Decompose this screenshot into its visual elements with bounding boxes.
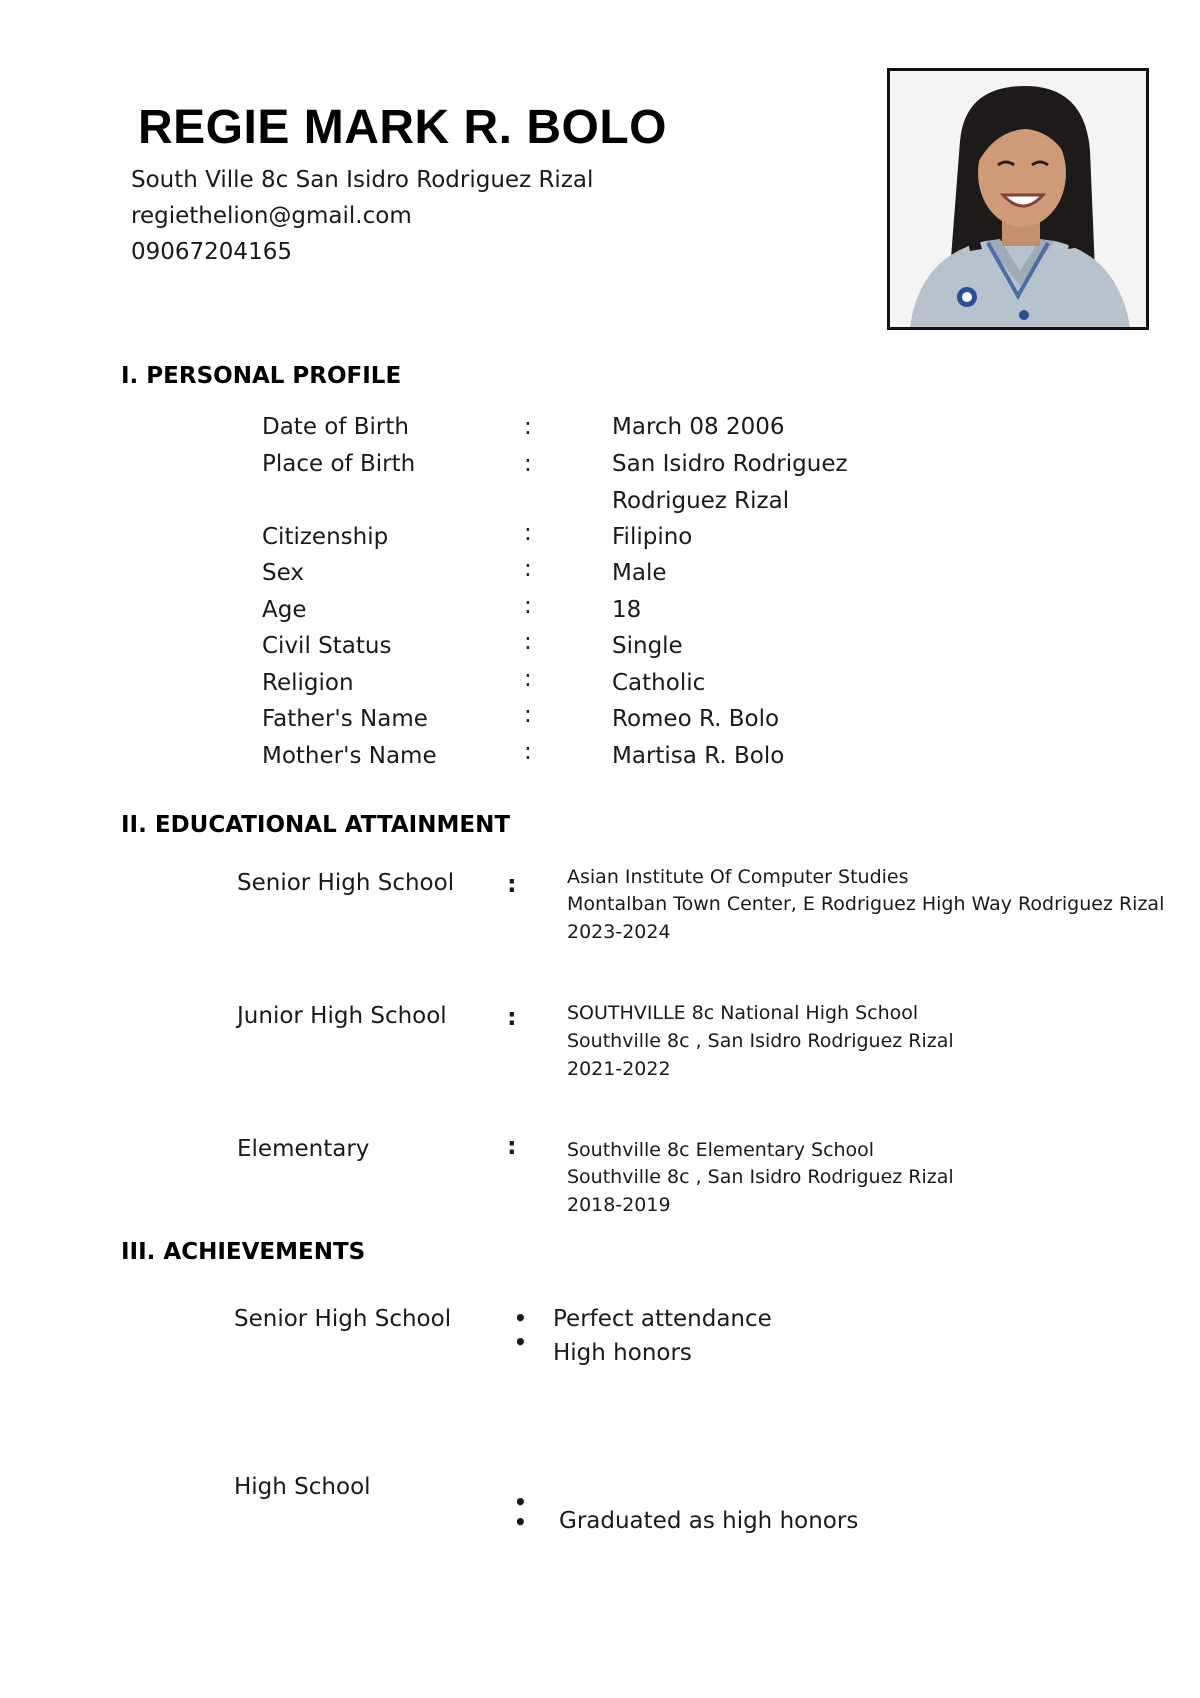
value-citizenship: Filipino xyxy=(612,524,693,550)
bullet-icon: • xyxy=(514,1330,527,1354)
email: regiethelion@gmail.com xyxy=(131,203,412,229)
education-address-elementary: Southville 8c , San Isidro Rodriguez Rizal xyxy=(567,1166,954,1188)
separator: : xyxy=(524,593,532,619)
bullet-icon: • xyxy=(514,1306,527,1330)
label-civil-status: Civil Status xyxy=(262,633,392,659)
address: South Ville 8c San Isidro Rodriguez Rizal xyxy=(131,167,594,193)
value-place-of-birth: San Isidro Rodriguez xyxy=(612,451,848,477)
bullet-icon: • xyxy=(514,1490,527,1514)
label-date-of-birth: Date of Birth xyxy=(262,414,409,440)
separator: : xyxy=(524,702,532,728)
separator: : xyxy=(524,414,532,440)
separator: : xyxy=(524,520,532,546)
value-sex: Male xyxy=(612,560,667,586)
education-school-elementary: Southville 8c Elementary School xyxy=(567,1139,875,1161)
education-school-junior-high: SOUTHVILLE 8c National High School xyxy=(567,1002,919,1024)
label-religion: Religion xyxy=(262,670,354,696)
education-address-senior-high: Montalban Town Center, E Rodriguez High Way Rodriguez Rizal xyxy=(567,893,1165,915)
achievement-level-senior-high: Senior High School xyxy=(234,1306,452,1332)
value-mothers-name: Martisa R. Bolo xyxy=(612,743,785,769)
separator: : xyxy=(507,1003,517,1031)
label-citizenship: Citizenship xyxy=(262,524,389,550)
bullet-icon: • xyxy=(514,1510,527,1534)
profile-photo-image xyxy=(890,71,1146,327)
phone: 09067204165 xyxy=(131,239,292,265)
education-year-senior-high: 2023-2024 xyxy=(567,921,671,943)
education-address-junior-high: Southville 8c , San Isidro Rodriguez Rizal xyxy=(567,1030,954,1052)
achievement-item: Graduated as high honors xyxy=(559,1508,859,1534)
label-sex: Sex xyxy=(262,560,304,586)
label-place-of-birth: Place of Birth xyxy=(262,451,416,477)
value-fathers-name: Romeo R. Bolo xyxy=(612,706,780,732)
label-fathers-name: Father's Name xyxy=(262,706,428,732)
value-religion: Catholic xyxy=(612,670,706,696)
education-level-senior-high: Senior High School xyxy=(237,870,455,896)
section-title-education: II. EDUCATIONAL ATTAINMENT xyxy=(121,812,511,838)
value-date-of-birth: March 08 2006 xyxy=(612,414,785,440)
value-civil-status: Single xyxy=(612,633,683,659)
separator: : xyxy=(507,1132,517,1160)
education-year-elementary: 2018-2019 xyxy=(567,1194,671,1216)
separator: : xyxy=(524,556,532,582)
label-mothers-name: Mother's Name xyxy=(262,743,437,769)
separator: : xyxy=(524,739,532,765)
education-level-junior-high: Junior High School xyxy=(237,1003,447,1029)
section-title-personal: I. PERSONAL PROFILE xyxy=(121,363,402,389)
achievement-item: Perfect attendance xyxy=(553,1306,772,1332)
separator: : xyxy=(524,629,532,655)
separator: : xyxy=(524,666,532,692)
value-place-of-birth-line2: Rodriguez Rizal xyxy=(612,488,790,514)
achievement-item: High honors xyxy=(553,1340,692,1366)
separator: : xyxy=(507,870,517,898)
achievement-level-high-school: High School xyxy=(234,1474,371,1500)
profile-photo xyxy=(887,68,1149,330)
education-school-senior-high: Asian Institute Of Computer Studies xyxy=(567,866,909,888)
value-age: 18 xyxy=(612,597,642,623)
section-title-achievements: III. ACHIEVEMENTS xyxy=(121,1239,366,1265)
separator: : xyxy=(524,451,532,477)
resume-name: REGIE MARK R. BOLO xyxy=(138,101,668,154)
education-level-elementary: Elementary xyxy=(237,1136,370,1162)
label-age: Age xyxy=(262,597,307,623)
education-year-junior-high: 2021-2022 xyxy=(567,1058,671,1080)
